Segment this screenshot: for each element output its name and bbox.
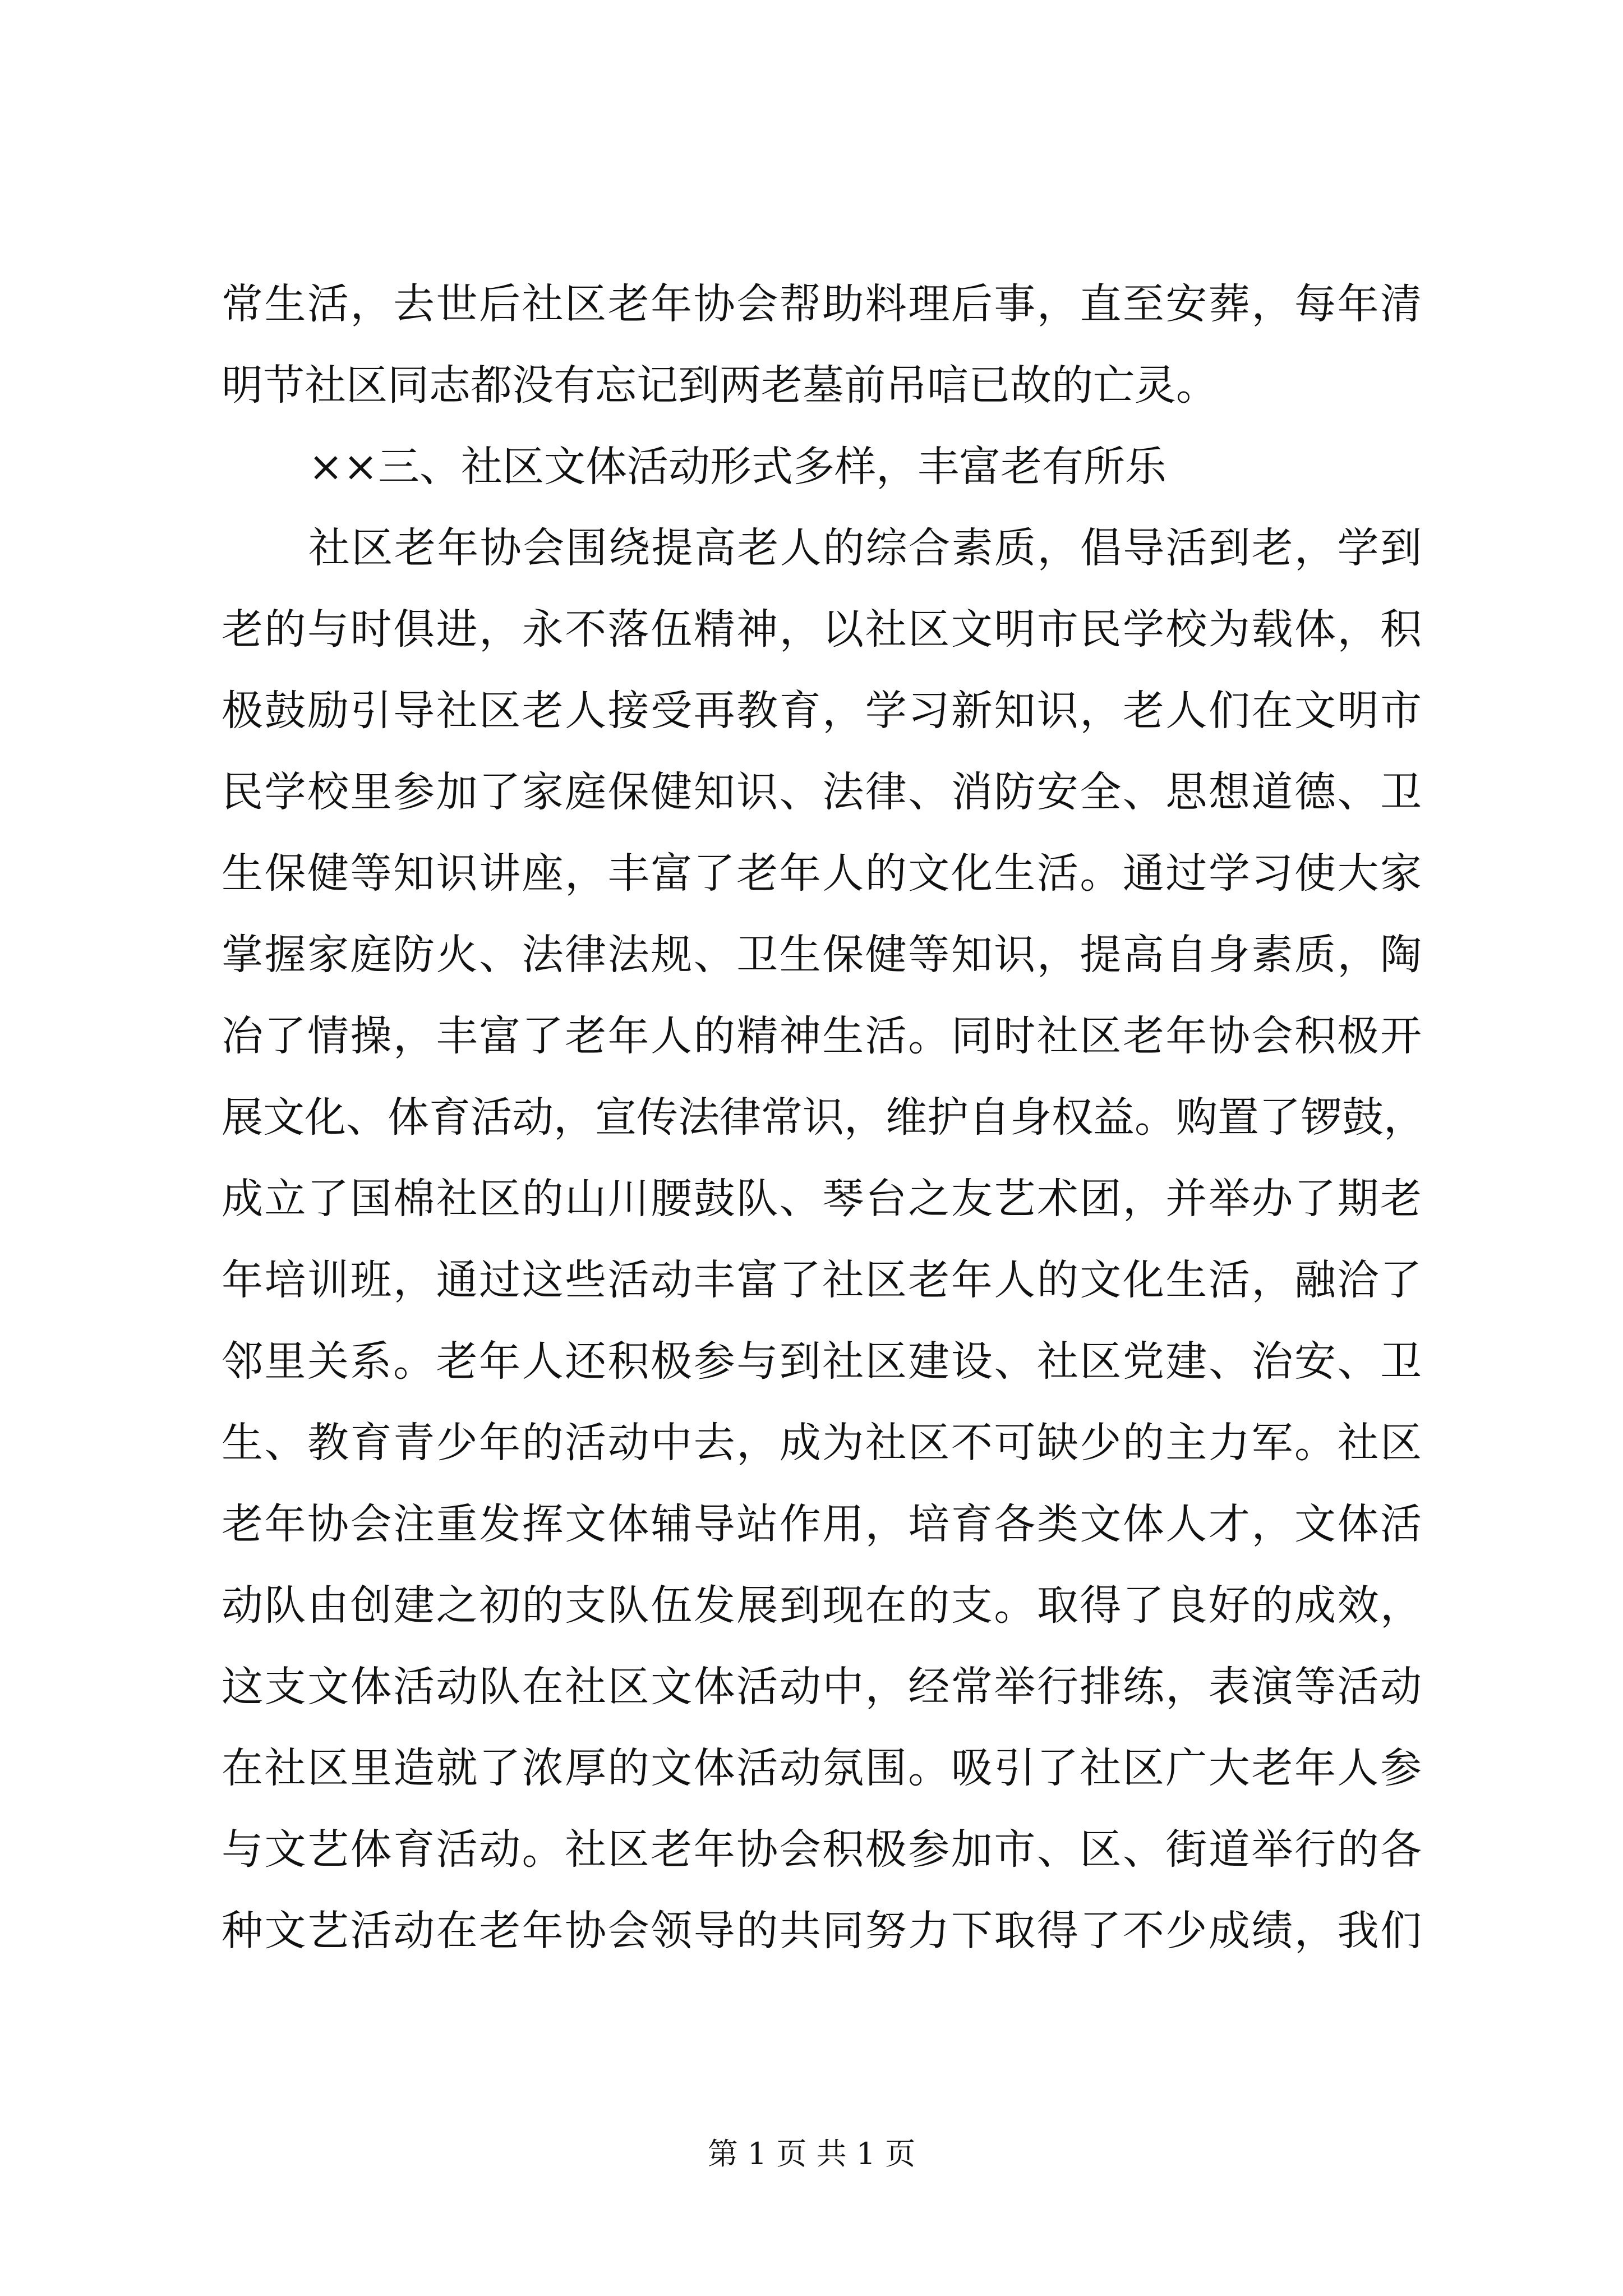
text-line: 展文化、体育活动，宣传法律常识，维护自身权益。购置了锣鼓，: [222, 1093, 1425, 1142]
text-line: 掌握家庭防火、法律法规、卫生保健等知识，提高自身素质，陶: [222, 931, 1422, 979]
text-line: 动队由创建之初的支队伍发展到现在的支。取得了良好的成效，: [222, 1581, 1422, 1630]
section-heading: ××三、社区文体活动形式多样，丰富老有所乐: [308, 443, 1167, 491]
body-text: [222, 264, 1425, 1972]
text-line: 这支文体活动队在社区文体活动中，经常举行排练，表演等活动: [222, 1663, 1422, 1711]
text-line: 成立了国棉社区的山川腰鼓队、琴台之友艺术团，并举办了期老: [222, 1175, 1422, 1223]
text-line: 常生活，去世后社区老年协会帮助料理后事，直至安葬，每年清: [222, 280, 1422, 328]
text-line: 与文艺体育活动。社区老年协会积极参加市、区、街道举行的各: [222, 1825, 1422, 1874]
text-line: 社区老年协会围绕提高老人的综合素质，倡导活到老，学到: [308, 524, 1422, 572]
page-number-footer: 第 1 页 共 1 页: [707, 2136, 916, 2171]
text-line: 极鼓励引导社区老人接受再教育，学习新知识，老人们在文明市: [222, 687, 1422, 735]
text-line: 冶了情操，丰富了老年人的精神生活。同时社区老年协会积极开: [222, 1012, 1422, 1060]
text-line: 在社区里造就了浓厚的文体活动氛围。吸引了社区广大老年人参: [222, 1744, 1422, 1792]
text-line: 明节社区同志都没有忘记到两老墓前吊唁已故的亡灵。: [222, 361, 1218, 409]
text-line: 老年协会注重发挥文体辅导站作用，培育各类文体人才，文体活: [222, 1500, 1422, 1548]
text-line: 民学校里参加了家庭保健知识、法律、消防安全、思想道德、卫: [222, 768, 1422, 816]
text-line: 邻里关系。老年人还积极参与到社区建设、社区党建、治安、卫: [222, 1337, 1422, 1386]
text-line: 生、教育青少年的活动中去，成为社区不可缺少的主力军。社区: [222, 1419, 1422, 1467]
text-line: 种文艺活动在老年协会领导的共同努力下取得了不少成绩，我们: [222, 1907, 1422, 1955]
text-line: 生保健等知识讲座，丰富了老年人的文化生活。通过学习使大家: [222, 849, 1422, 898]
text-line: 老的与时俱进，永不落伍精神，以社区文明市民学校为载体，积: [222, 605, 1422, 654]
text-line: 年培训班，通过这些活动丰富了社区老年人的文化生活，融洽了: [222, 1256, 1422, 1304]
